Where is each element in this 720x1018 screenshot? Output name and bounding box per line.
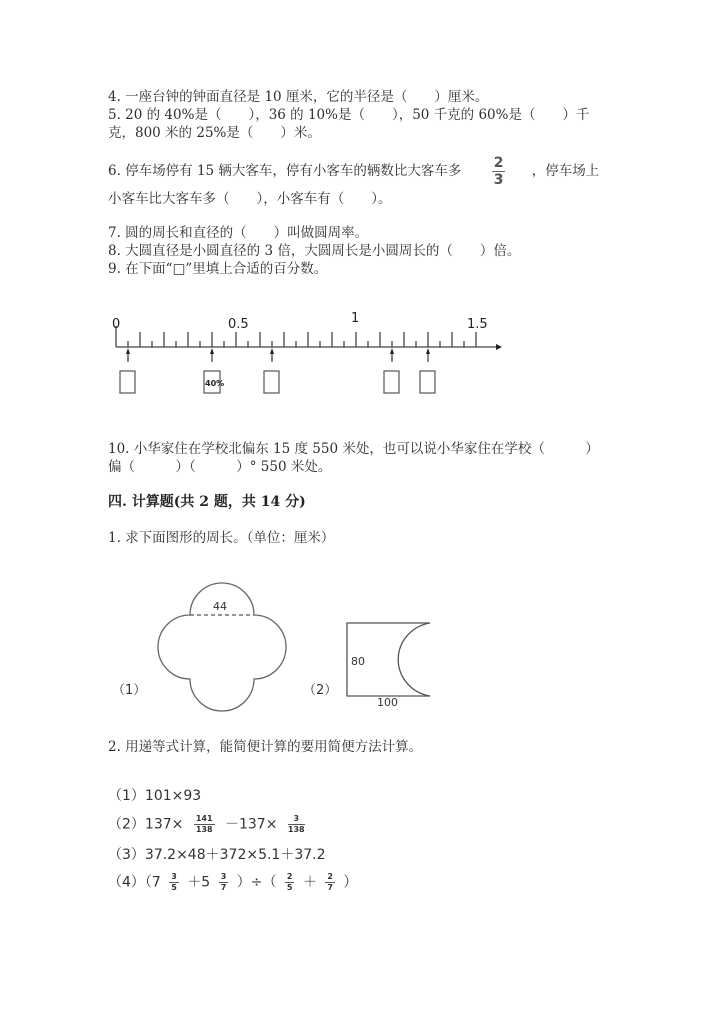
question-6-line-2: 小客车比大客车多（ ），小客车有（ ）。 <box>108 191 392 207</box>
fraction-3-5: $\frac{3}{5}$ <box>171 872 177 892</box>
perimeter-figures <box>0 570 720 720</box>
calc-question-1: 1. 求下面图形的周长。（单位：厘米） <box>108 530 335 546</box>
answer-box[interactable] <box>120 371 135 393</box>
question-5-line-1: 5. 20 的 40%是（ ），36 的 10%是（ ），50 千克的 60%是（ ）千 <box>108 107 590 123</box>
figure-2-height: 80 <box>351 655 365 668</box>
calc-question-2: 2. 用递等式计算，能简便计算的要用简便方法计算。 <box>108 739 423 755</box>
question-5-line-2: 克，800 米的 25%是（ ）米。 <box>108 125 321 141</box>
question-10-line-1: 10. 小华家住在学校北偏东 15 度 550 米处，也可以说小华家住在学校（ ） <box>108 441 599 457</box>
figure-2-label: （2） <box>303 683 338 698</box>
tick-label-0: 0 <box>112 317 121 332</box>
section-title-calculation: 四. 计算题(共 2 题，共 14 分) <box>108 494 306 510</box>
fraction-2-7: $\frac{2}{7}$ <box>327 872 333 892</box>
tick-label-0-5: 0.5 <box>228 317 249 332</box>
calc-item-4: （4）（7 $\frac{3}{5}$ ＋5 $\frac{3}{7}$ ）÷（ $\frac{2}{5}$ ＋ $\frac{2}{7}$ ） <box>108 872 358 892</box>
answer-box[interactable] <box>384 371 399 393</box>
tick-label-1: 1 <box>351 311 360 326</box>
fraction-2-5: $\frac{2}{5}$ <box>286 872 293 892</box>
question-7: 7. 圆的周长和直径的（ ）叫做圆周率。 <box>108 225 369 241</box>
question-6-text-end: ，停车场上 <box>531 163 600 179</box>
calc-item-1: （1）101×93 <box>108 788 202 804</box>
fraction-3-138: $\frac{3}{138}$ <box>287 814 305 834</box>
figure-2-width: 100 <box>377 696 398 709</box>
figure-1-dimension: 44 <box>213 600 227 613</box>
question-6-text: 6. 停车场停有 15 辆大客车，停有小客车的辆数比大客车多 <box>108 163 462 179</box>
tick-label-1-5: 1.5 <box>467 317 488 332</box>
answer-box[interactable] <box>264 371 279 393</box>
fraction-two-thirds: $\frac{2}{3}$ <box>493 155 504 188</box>
calc-item-3: （3）37.2×48＋372×5.1＋37.2 <box>108 847 326 863</box>
question-9: 9. 在下面“□”里填上合适的百分数。 <box>108 261 328 277</box>
figure-1-label: （1） <box>112 683 147 698</box>
fraction-3-7: $\frac{3}{7}$ <box>220 872 227 892</box>
calc-item-2: （2）137× $\frac{141}{138}$ －137× $\frac{3}{138}$ <box>108 814 305 834</box>
box-value-40-percent: 40% <box>205 379 225 388</box>
question-8: 8. 大圆直径是小圆直径的 3 倍，大圆周长是小圆周长的（ ）倍。 <box>108 243 521 259</box>
question-4: 4. 一座台钟的钟面直径是 10 厘米，它的半径是（ ）厘米。 <box>108 89 489 105</box>
answer-box[interactable] <box>420 371 435 393</box>
question-10-line-2: 偏（ ）（ ）° 550 米处。 <box>108 459 332 475</box>
number-line-figure <box>0 300 720 410</box>
question-6-line-1 <box>108 156 599 187</box>
axis-arrowhead-icon <box>496 344 502 350</box>
fraction-141-138: $\frac{141}{138}$ <box>195 814 213 834</box>
